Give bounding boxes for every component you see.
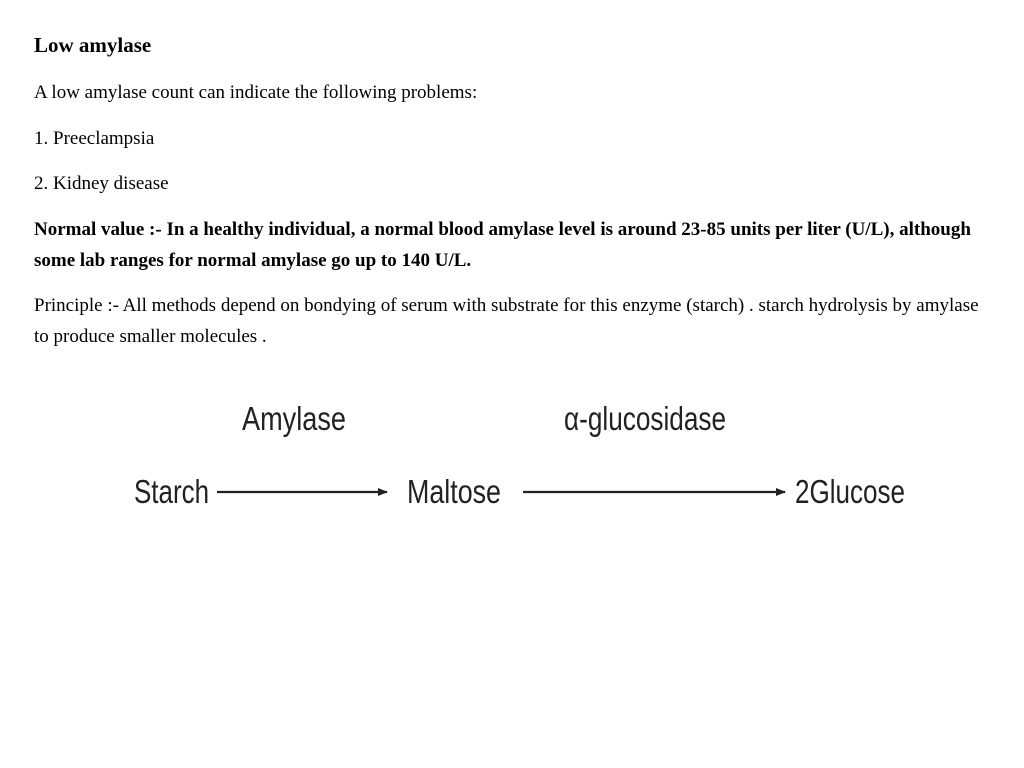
problem-item: 1. Preeclampsia — [34, 128, 155, 149]
enzyme-glucosidase-label: α-glucosidase — [564, 400, 726, 437]
normal-value-text: Normal value :- In a healthy individual, a normal blood amylase level is around 23-85 units per liter (U/L), although some lab ranges for normal amylase go up to 140 U/L. — [34, 219, 971, 271]
section-heading: Low amylase — [34, 33, 152, 57]
principle-text: Principle :- All methods depend on bondying of serum with substrate for this enzyme (starch) . starch hydrolysis by amylase to produce smaller molecules . — [34, 295, 979, 347]
intermediate-maltose-label: Maltose — [407, 473, 501, 510]
substrate-starch-label: Starch — [134, 473, 209, 510]
problem-item: 2. Kidney disease — [34, 173, 169, 194]
enzyme-amylase-label: Amylase — [242, 400, 346, 437]
product-glucose-label: 2Glucose — [795, 473, 905, 510]
intro-text: A low amylase count can indicate the following problems: — [34, 82, 478, 103]
